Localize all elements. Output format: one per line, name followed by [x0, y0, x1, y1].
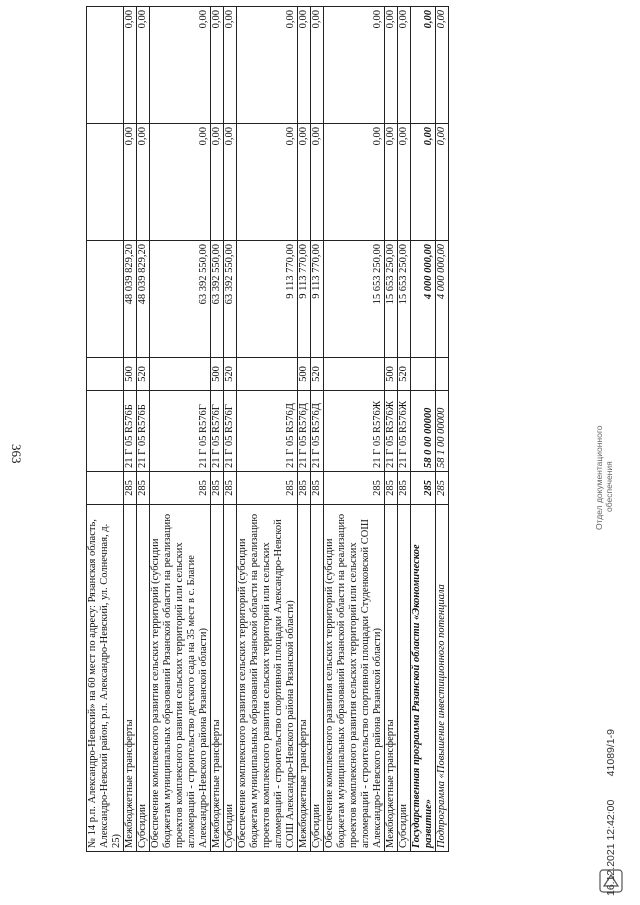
row-amount-1-cell: 15 653 250,00	[385, 241, 398, 358]
row-amount-2-cell: 0,00	[411, 124, 436, 241]
table-row	[311, 7, 324, 852]
row-vr-cell	[87, 358, 124, 391]
row-csr-cell: 21 Г 05 R576Д	[298, 391, 311, 472]
row-csr-cell: 21 Г 05 R576Г	[224, 391, 237, 472]
row-csr-cell: 21 Г 05 R576Д	[237, 391, 298, 472]
row-amount-2-cell: 0,00	[137, 124, 150, 241]
row-code-cell: 285	[311, 472, 324, 505]
row-amount-2-cell: 0,00	[124, 124, 137, 241]
row-code-cell: 285	[211, 472, 224, 505]
row-amount-2-cell: 0,00	[150, 124, 211, 241]
row-vr-cell: 500	[211, 358, 224, 391]
table-row	[224, 7, 237, 852]
row-vr-cell: 520	[224, 358, 237, 391]
row-amount-2-cell: 0,00	[211, 124, 224, 241]
row-vr-cell: 500	[298, 358, 311, 391]
row-vr-cell	[411, 358, 436, 391]
row-amount-3-cell: 0,00	[137, 7, 150, 124]
row-name-cell: Субсидии	[311, 505, 324, 852]
row-amount-1-cell: 48 039 829,20	[137, 241, 150, 358]
table-row	[324, 7, 385, 852]
table-row	[87, 7, 124, 852]
row-csr-cell: 21 Г 05 R576Ж	[398, 391, 411, 472]
row-amount-2-cell: 0,00	[324, 124, 385, 241]
row-amount-2-cell: 0,00	[311, 124, 324, 241]
row-amount-1-cell: 4 000 000,00	[436, 241, 449, 358]
table-row	[385, 7, 398, 852]
row-amount-1-cell: 9 113 770,00	[311, 241, 324, 358]
row-vr-cell	[436, 358, 449, 391]
row-amount-1-cell: 4 000 000,00	[411, 241, 436, 358]
row-name-cell: Субсидии	[398, 505, 411, 852]
row-amount-3-cell: 0,00	[150, 7, 211, 124]
row-csr-cell: 21 Г 05 R576Б	[124, 391, 137, 472]
table-row	[237, 7, 298, 852]
registry-stamp	[594, 390, 614, 530]
row-amount-3-cell: 0,00	[298, 7, 311, 124]
row-amount-3-cell: 0,00	[211, 7, 224, 124]
row-name-cell: Субсидии	[137, 505, 150, 852]
footer-timestamp: 16.12.2021 12:42:00	[605, 799, 617, 896]
row-amount-3-cell: 0,00	[324, 7, 385, 124]
row-amount-2-cell: 0,00	[398, 124, 411, 241]
row-amount-3-cell: 0,00	[237, 7, 298, 124]
table-row	[411, 7, 436, 852]
row-amount-3-cell: 0,00	[385, 7, 398, 124]
row-amount-2-cell: 0,00	[436, 124, 449, 241]
row-vr-cell: 500	[124, 358, 137, 391]
row-amount-2-cell: 0,00	[237, 124, 298, 241]
row-amount-1-cell: 63 392 550,00	[224, 241, 237, 358]
row-amount-2-cell: 0,00	[385, 124, 398, 241]
row-code-cell: 285	[436, 472, 449, 505]
row-csr-cell: 21 Г 05 R576Г	[150, 391, 211, 472]
row-vr-cell	[150, 358, 211, 391]
row-amount-3-cell: 0,00	[411, 7, 436, 124]
row-csr-cell: 58 0 00 00000	[411, 391, 436, 472]
row-name-cell: Межбюджетные трансферты	[211, 505, 224, 852]
row-csr-cell	[87, 391, 124, 472]
row-name-cell: Межбюджетные трансферты	[298, 505, 311, 852]
budget-table-body	[87, 7, 449, 852]
table-row	[124, 7, 137, 852]
stamp-line-2: обеспечения	[604, 461, 614, 512]
row-csr-cell: 21 Г 05 R576Б	[137, 391, 150, 472]
row-amount-2-cell	[87, 124, 124, 241]
row-amount-1-cell: 63 392 550,00	[150, 241, 211, 358]
row-code-cell: 285	[150, 472, 211, 505]
row-amount-1-cell: 15 653 250,00	[398, 241, 411, 358]
table-row	[150, 7, 211, 852]
row-amount-1-cell: 15 653 250,00	[324, 241, 385, 358]
footer-meta	[605, 676, 617, 896]
row-name-cell: № 14 р.п. Александро-Невский» на 60 мест по адресу: Рязанская область, Александро-Невский район, р.п. Александро-Невский, ул. Солнечная, д. 25)	[87, 505, 124, 852]
row-code-cell: 285	[324, 472, 385, 505]
row-code-cell: 285	[124, 472, 137, 505]
table-row	[398, 7, 411, 852]
table-row	[436, 7, 449, 852]
row-amount-2-cell: 0,00	[298, 124, 311, 241]
row-csr-cell: 21 Г 05 R576Ж	[324, 391, 385, 472]
row-amount-3-cell	[87, 7, 124, 124]
table-row	[211, 7, 224, 852]
row-vr-cell	[324, 358, 385, 391]
row-csr-cell: 21 Г 05 R576Ж	[385, 391, 398, 472]
row-code-cell: 285	[224, 472, 237, 505]
row-name-cell: Подпрограмма «Повышение инвестиционного потенциала	[436, 505, 449, 852]
row-name-cell: Обеспечение комплексного развития сельских территорий (субсидии бюджетам муниципальных образований Рязанской области на реализацию проектов комплексного развития сельских территорий или сельских агломераций - строительство спортивной площадки Студенковской СОШ Александро-Невского района Рязанской области)	[324, 505, 385, 852]
row-code-cell: 285	[237, 472, 298, 505]
row-amount-3-cell: 0,00	[224, 7, 237, 124]
row-amount-3-cell: 0,00	[311, 7, 324, 124]
row-code-cell: 285	[411, 472, 436, 505]
row-name-cell: Межбюджетные трансферты	[385, 505, 398, 852]
row-amount-1-cell: 48 039 829,20	[124, 241, 137, 358]
row-name-cell: Межбюджетные трансферты	[124, 505, 137, 852]
row-name-cell: Обеспечение комплексного развития сельских территорий (субсидии бюджетам муниципальных образований Рязанской области на реализацию проектов комплексного развития сельских территорий или сельских агломераций - строительство спортивной площадки Александро-Невской СОШ Александро-Невского района Рязанской области)	[237, 505, 298, 852]
row-amount-3-cell: 0,00	[398, 7, 411, 124]
row-amount-1-cell: 9 113 770,00	[237, 241, 298, 358]
row-vr-cell: 520	[398, 358, 411, 391]
row-code-cell	[87, 472, 124, 505]
budget-table-sheet	[86, 10, 576, 852]
row-code-cell: 285	[137, 472, 150, 505]
row-amount-3-cell: 0,00	[436, 7, 449, 124]
page-number: 363	[9, 444, 24, 464]
stamp-line-1: Отдел документационного	[594, 425, 604, 530]
row-vr-cell: 520	[311, 358, 324, 391]
row-name-cell: Государственная программа Рязанской области «Экономическое развитие»	[411, 505, 436, 852]
row-code-cell: 285	[385, 472, 398, 505]
row-csr-cell: 21 Г 05 R576Г	[211, 391, 224, 472]
row-csr-cell: 21 Г 05 R576Д	[311, 391, 324, 472]
row-code-cell: 285	[398, 472, 411, 505]
row-amount-1-cell: 9 113 770,00	[298, 241, 311, 358]
table-row	[298, 7, 311, 852]
row-name-cell: Субсидии	[224, 505, 237, 852]
row-amount-1-cell: 63 392 550,00	[211, 241, 224, 358]
row-amount-3-cell: 0,00	[124, 7, 137, 124]
row-vr-cell	[237, 358, 298, 391]
footer-doc-id: 41089/1-9	[605, 729, 617, 777]
budget-table	[86, 6, 449, 852]
row-code-cell: 285	[298, 472, 311, 505]
row-amount-1-cell	[87, 241, 124, 358]
row-vr-cell: 520	[137, 358, 150, 391]
row-amount-2-cell: 0,00	[224, 124, 237, 241]
row-name-cell: Обеспечение комплексного развития сельских территорий (субсидии бюджетам муниципальных образований Рязанской области на реализацию проектов комплексного развития сельских территорий или сельских агломераций - строительство детского сада на 35 мест в с. Благие Александро-Невского района Рязанской области)	[150, 505, 211, 852]
row-vr-cell: 500	[385, 358, 398, 391]
row-csr-cell: 58 1 00 00000	[436, 391, 449, 472]
table-row	[137, 7, 150, 852]
